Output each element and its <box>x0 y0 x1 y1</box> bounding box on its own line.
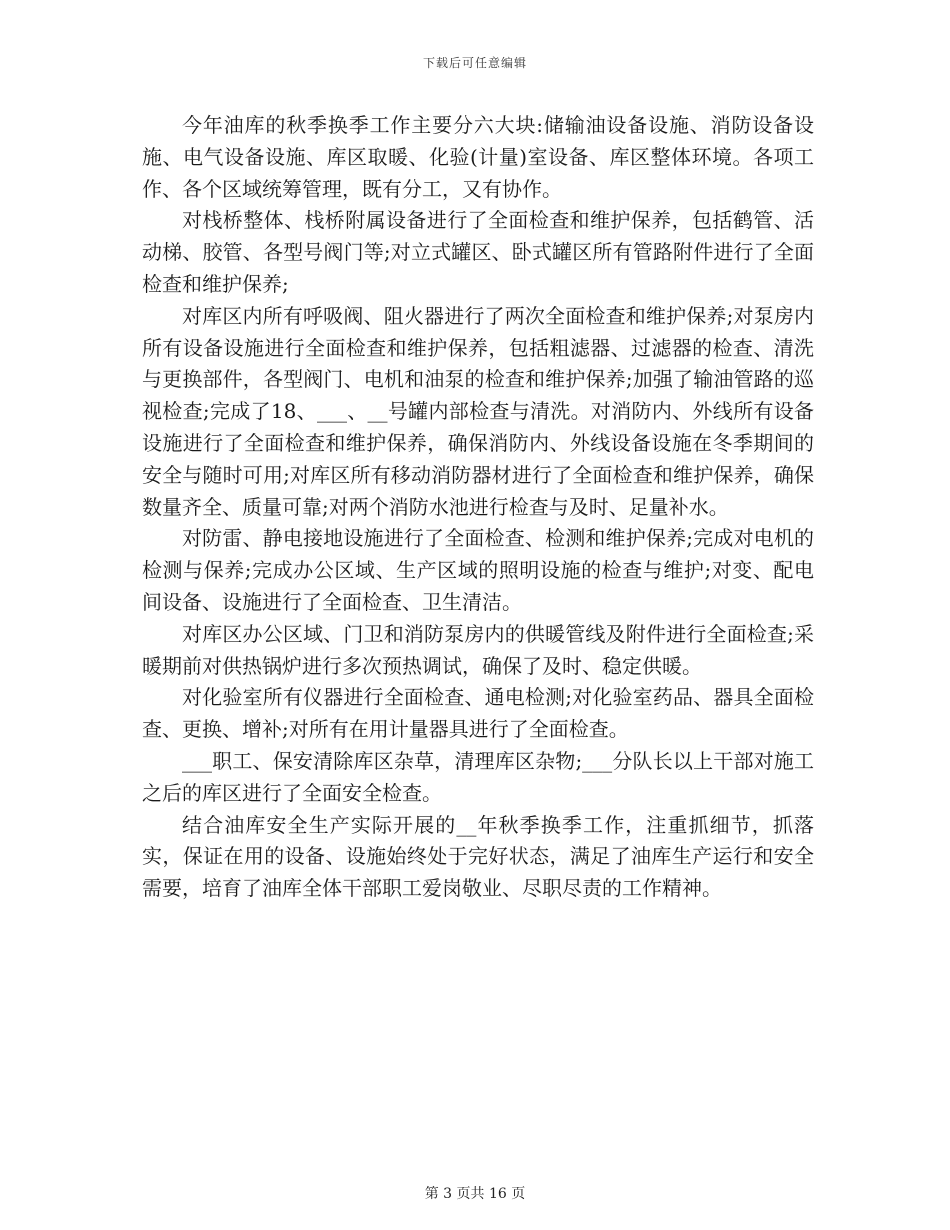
paragraph-tank-pump-fire: 对库区内所有呼吸阀、阻火器进行了两次全面检查和维护保养;对泵房内所有设备设施进行全面检查和维护保养，包括粗滤器、过滤器的检查、清洗与更换部件，各型阀门、电机和油泵的检查和维护保养;加强了输油管路的巡视检查;完成了18、___、__号罐内部检查与清洗。对消防内、外线所有设备设施进行了全面检查和维护保养，确保消防内、外线设备设施在冬季期间的安全与随时可用;对库区所有移动消防器材进行了全面检查和维护保养，确保数量齐全、质量可靠;对两个消防水池进行检查与及时、足量补水。 <box>142 303 814 519</box>
page-header: 下载后可任意编辑 <box>422 56 527 70</box>
page-number: 第 3 页共 16 页 <box>424 1186 526 1202</box>
paragraph-overview: 今年油库的秋季换季工作主要分六大块:储输油设备设施、消防设备设施、电气设备设施、库区取暖、化验(计量)室设备、库区整体环境。各项工作、各个区域统筹管理，既有分工，又有协作。 <box>142 113 814 201</box>
paragraph-heating: 对库区办公区域、门卫和消防泵房内的供暖管线及附件进行全面检查;采暖期前对供热锅炉进行多次预热调试，确保了及时、稳定供暖。 <box>142 621 814 678</box>
paragraph-laboratory: 对化验室所有仪器进行全面检查、通电检测;对化验室药品、器具全面检查、更换、增补;对所有在用计量器具进行了全面检查。 <box>142 685 814 742</box>
paragraph-conclusion: 结合油库安全生产实际开展的__年秋季换季工作，注重抓细节，抓落实，保证在用的设备、设施始终处于完好状态，满足了油库生产运行和安全需要，培育了油库全体干部职工爱岗敬业、尽职尽责的工作精神。 <box>142 812 814 901</box>
paragraph-trestle: 对栈桥整体、栈桥附属设备进行了全面检查和维护保养，包括鹤管、活动梯、胶管、各型号阀门等;对立式罐区、卧式罐区所有管路附件进行了全面检查和维护保养; <box>142 208 814 296</box>
paragraph-environment: ___职工、保安清除库区杂草，清理库区杂物;___分队长以上干部对施工之后的库区进行了全面安全检查。 <box>142 748 814 805</box>
document-body <box>142 110 814 905</box>
paragraph-electrical: 对防雷、静电接地设施进行了全面检查、检测和维护保养;完成对电机的检测与保养;完成办公区域、生产区域的照明设施的检查与维护;对变、配电间设备、设施进行了全面检查、卫生清洁。 <box>142 526 814 614</box>
